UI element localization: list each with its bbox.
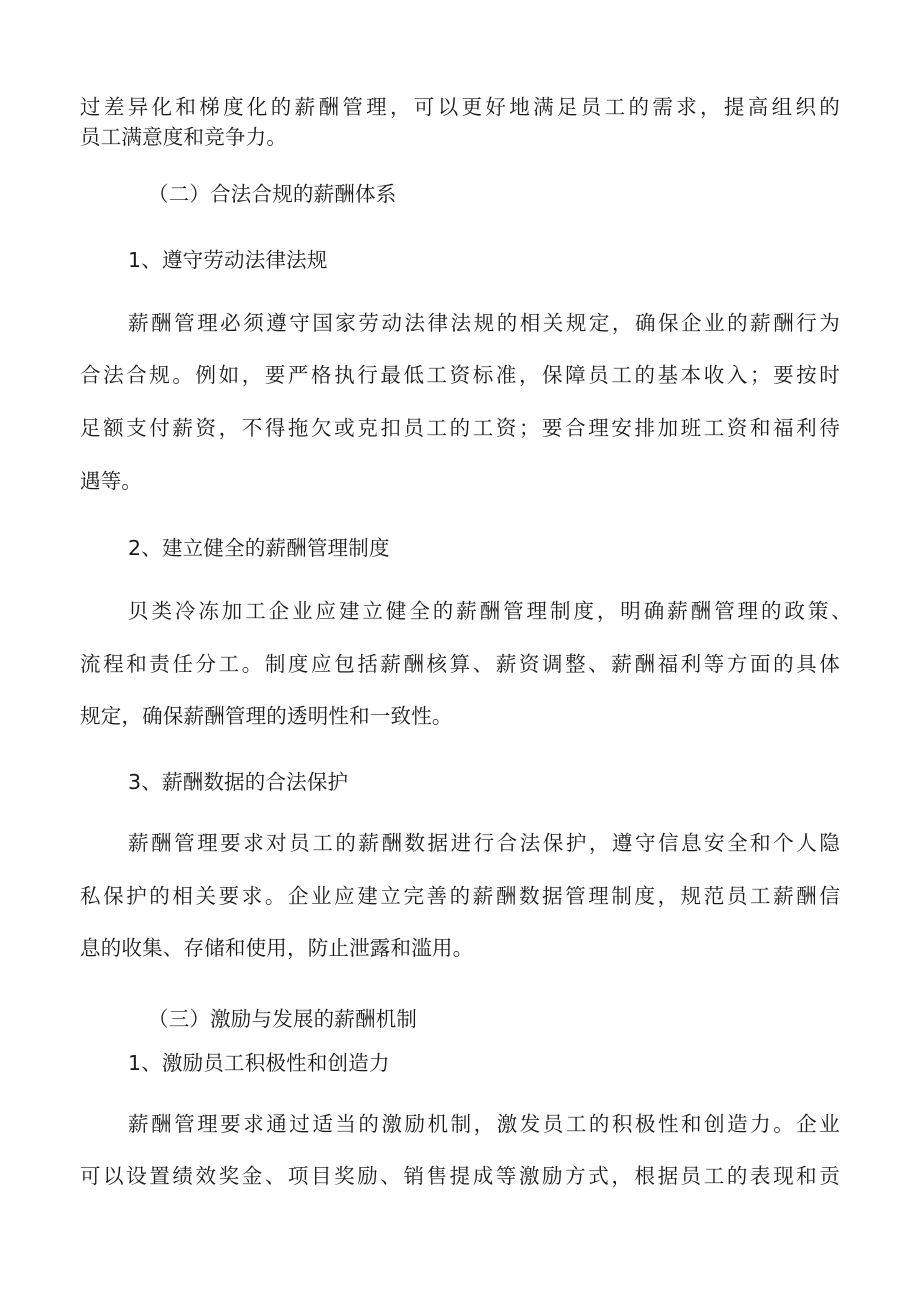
item-heading: 1、遵守劳动法律法规 (128, 248, 328, 272)
paragraph-line: 私保护的相关要求。企业应建立完善的薪酬数据管理制度，规范员工薪酬信 (80, 884, 840, 908)
paragraph-line: 合法合规。例如，要严格执行最低工资标准，保障员工的基本收入；要按时 (80, 363, 840, 387)
paragraph-line: 可以设置绩效奖金、项目奖励、销售提成等激励方式，根据员工的表现和贡 (80, 1164, 840, 1188)
paragraph-line: 贝类冷冻加工企业应建立健全的薪酬管理制度，明确薪酬管理的政策、 (128, 599, 852, 623)
paragraph-line: 息的收集、存储和使用，防止泄露和滥用。 (80, 936, 474, 960)
paragraph-line: 流程和责任分工。制度应包括薪酬核算、薪资调整、薪酬福利等方面的具体 (80, 652, 840, 676)
paragraph-line: 遇等。 (80, 469, 143, 493)
section-heading: （二）合法合规的薪酬体系 (148, 182, 397, 206)
paragraph-line: 足额支付薪资，不得拖欠或克扣员工的工资；要合理安排加班工资和福利待 (80, 416, 840, 440)
section-heading: （三）激励与发展的薪酬机制 (148, 1007, 418, 1031)
item-heading: 3、薪酬数据的合法保护 (128, 770, 349, 794)
paragraph-line: 规定，确保薪酬管理的透明性和一致性。 (80, 704, 453, 728)
paragraph-line: 薪酬管理要求通过适当的激励机制，激发员工的积极性和创造力。企业 (128, 1112, 840, 1136)
item-heading: 2、建立健全的薪酬管理制度 (128, 536, 390, 560)
paragraph-line: 薪酬管理要求对员工的薪酬数据进行合法保护，遵守信息安全和个人隐 (128, 831, 840, 855)
paragraph-line: 过差异化和梯度化的薪酬管理，可以更好地满足员工的需求，提高组织的 (80, 95, 840, 119)
item-heading: 1、激励员工积极性和创造力 (128, 1051, 390, 1075)
paragraph-line: 薪酬管理必须遵守国家劳动法律法规的相关规定，确保企业的薪酬行为 (128, 311, 840, 335)
paragraph-line: 员工满意度和竞争力。 (80, 125, 287, 149)
